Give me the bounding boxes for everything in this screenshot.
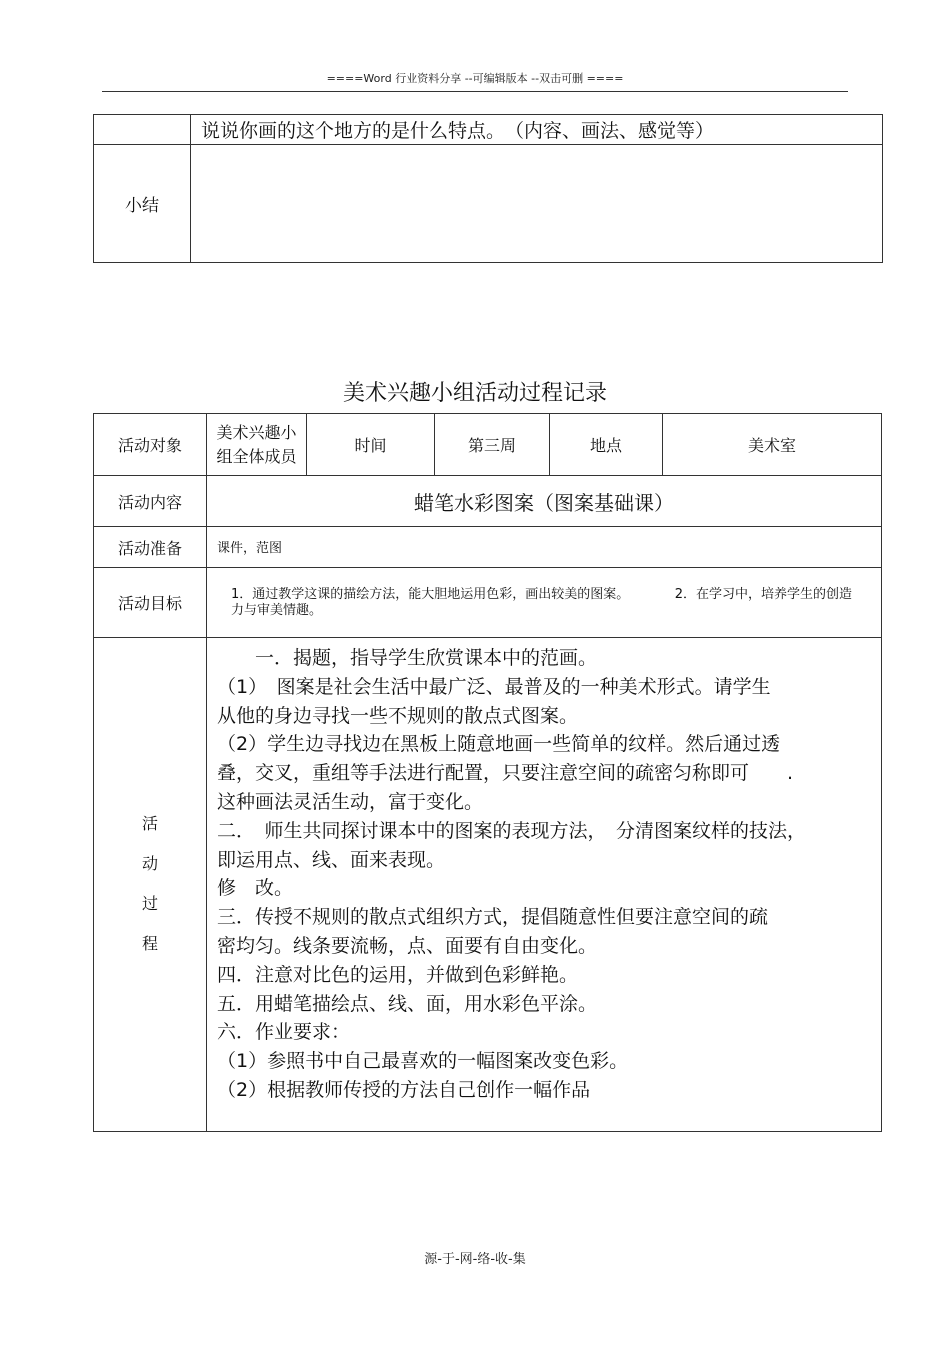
content-label: 活动内容 [94,476,207,527]
summary-prompt: 说说你画的这个地方的是什么特点。 （内容、画法、感觉等） [191,115,883,145]
activity-record-table [93,413,882,1132]
process-line: （2）学生边寻找边在黑板上随意地画一些简单的纹样。然后通过透 [217,733,781,756]
process-line: （1） 图案是社会生活中最广泛、最普及的一种美术形式。请学生 [217,675,771,698]
target-value: 美术兴趣小组全体成员 [207,414,307,476]
process-label-char: 过 [141,894,158,914]
process-line: 密均匀。线条要流畅，点、面要有自由变化。 [217,934,598,957]
goal-label: 活动目标 [94,568,207,638]
goal-value: 1．通过教学这课的描绘方法，能大胆地运用色彩，画出较美的图案。 2．在学习中，培养学生的创造力与审美情趣。 [207,568,882,638]
process-line: 这种画法灵活生动，富于变化。 [217,790,484,813]
content-value: 蜡笔水彩图案（图案基础课） [207,476,882,527]
place-value: 美术室 [663,414,882,476]
process-line: （2）根据教师传授的方法自己创作一幅作品 [217,1078,591,1101]
process-line: 四．注意对比色的运用，并做到色彩鲜艳。 [217,963,579,986]
process-label [94,638,207,1132]
page-header-watermark: ====Word 行业资料分享 --可编辑版本 --双击可删 ==== [326,72,624,85]
summary-content-cell [191,145,883,263]
process-content [207,638,882,1132]
summary-table-blank-cell [94,115,191,145]
process-line: 从他的身边寻找一些不规则的散点式图案。 [217,704,579,727]
process-line: 修 改。 [217,877,294,900]
process-label-char: 活 [141,814,158,834]
process-line: 一．揭题，指导学生欣赏课本中的范画。 [217,647,598,669]
process-label-char: 程 [141,934,158,954]
place-label: 地点 [550,414,663,476]
process-line: 三．传授不规则的散点式组织方式，提倡随意性但要注意空间的疏 [217,906,769,929]
target-label: 活动对象 [94,414,207,476]
summary-table [93,114,883,263]
process-label-char: 动 [141,854,158,874]
process-line: 二． 师生共同探讨课本中的图案的表现方法， 分清图案纹样的技法， [217,819,807,842]
process-line: （1）参照书中自己最喜欢的一幅图案改变色彩。 [217,1050,629,1073]
time-label: 时间 [307,414,435,476]
prep-value: 课件，范图 [207,527,882,568]
page-footer-source: 源-于-网-络-收-集 [424,1252,526,1267]
time-value: 第三周 [435,414,550,476]
process-line: 五．用蜡笔描绘点、线、面，用水彩色平涂。 [217,992,598,1015]
prep-label: 活动准备 [94,527,207,568]
process-line: 叠，交叉，重组等手法进行配置，只要注意空间的疏密匀称即可 . [217,762,794,785]
header-divider [102,91,848,92]
process-line: 即运用点、线、面来表现。 [217,848,446,871]
record-title: 美术兴趣小组活动过程记录 [342,381,607,406]
summary-label: 小结 [94,145,191,263]
process-line: 六．作业要求： [217,1021,351,1044]
